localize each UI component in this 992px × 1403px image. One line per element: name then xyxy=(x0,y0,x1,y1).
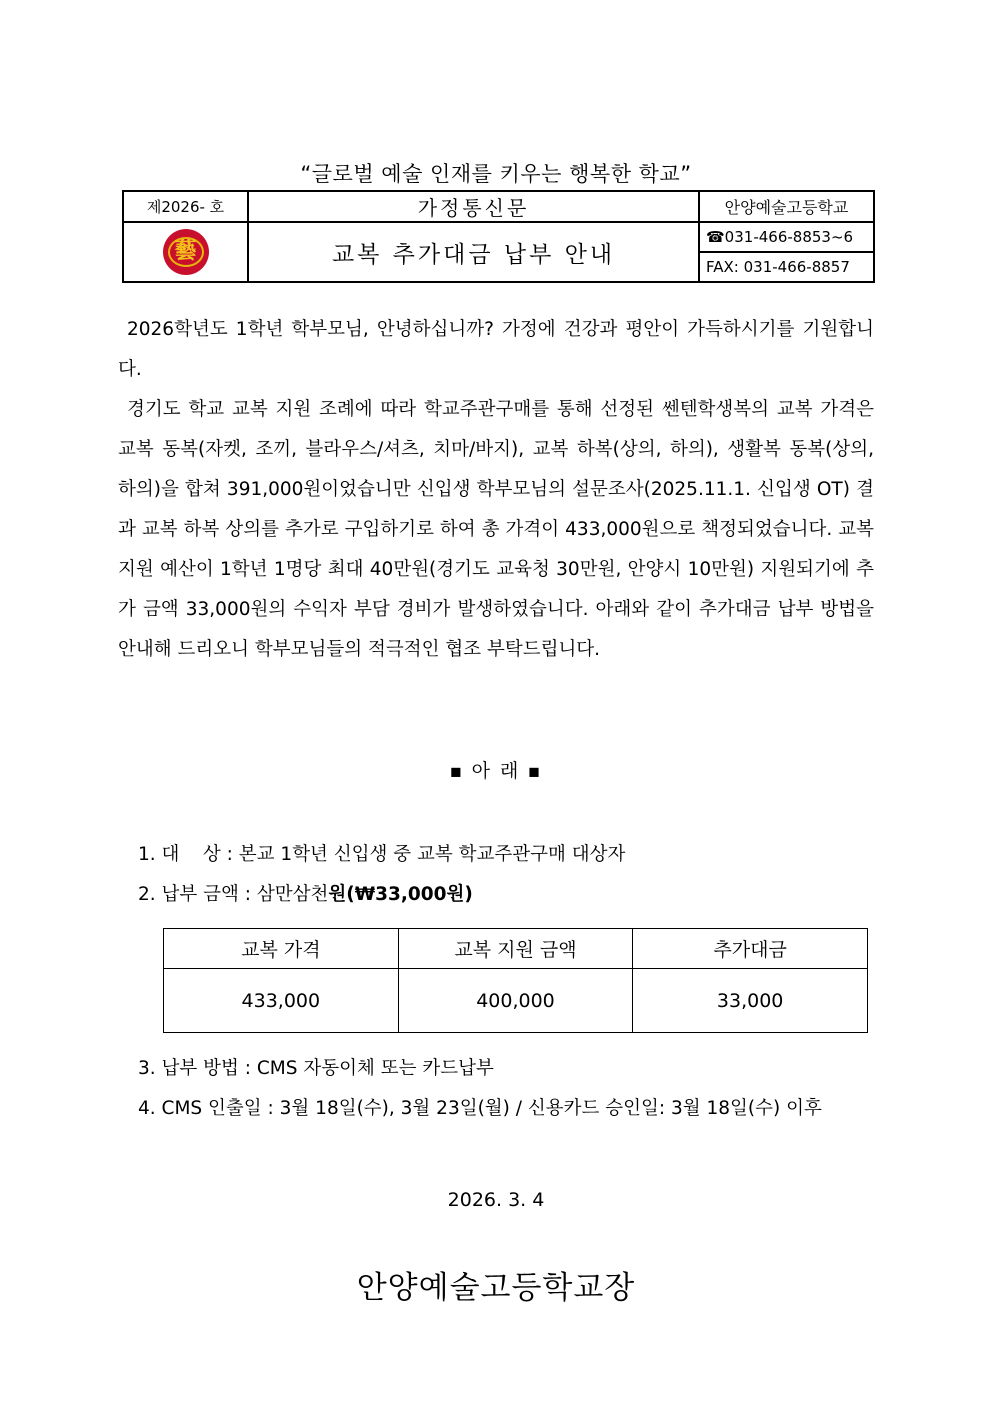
list-item-amount: 2. 납부 금액 : 삼만삼천원(₩33,000원) xyxy=(138,884,473,905)
logo-character: 藝 xyxy=(174,239,197,264)
amount-table xyxy=(163,928,868,1033)
document-number: 제2026- 호 xyxy=(123,191,248,222)
school-logo-icon xyxy=(163,229,209,275)
table-header-price: 교복 가격 xyxy=(164,929,399,969)
square-bullet-icon: ■ xyxy=(528,764,542,779)
logo-cell xyxy=(123,222,248,282)
issue-date: 2026. 3. 4 xyxy=(447,1189,545,1211)
letter-body xyxy=(118,310,874,670)
list-item-withdrawal-date: 4. CMS 인출일 : 3월 18일(수), 3월 23일(월) / 신용카드 승인일: 3월 18일(수) 이후 xyxy=(138,1098,822,1119)
phone-number: ☎031-466-8853~6 xyxy=(699,222,874,252)
principal-signature: 안양예술고등학교장 xyxy=(356,1270,636,1306)
school-name: 안양예술고등학교 xyxy=(699,191,874,222)
table-cell-additional: 33,000 xyxy=(633,969,868,1033)
list-item-method: 3. 납부 방법 : CMS 자동이체 또는 카드납부 xyxy=(138,1058,494,1079)
letterhead-table xyxy=(122,190,875,283)
document-subject: 교복 추가대금 납부 안내 xyxy=(248,222,699,282)
notice-heading: ■ 아 래 ■ xyxy=(450,760,542,782)
square-bullet-icon: ■ xyxy=(450,764,464,779)
table-cell-support: 400,000 xyxy=(398,969,633,1033)
list-item-target: 1. 대 상 : 본교 1학년 신입생 중 교복 학교주관구매 대상자 xyxy=(138,844,626,865)
fax-number: FAX: 031-466-8857 xyxy=(699,252,874,282)
main-paragraph: 경기도 학교 교복 지원 조례에 따라 학교주관구매를 통해 선정된 쎈텐학생복의 교복 가격은 교복 동복(자켓, 조끼, 블라우스/셔츠, 치마/바지), 교복 하복(상의, 하의), 생활복 동복(상의, 하의)을 합쳐 391,000원이었습니만 신입생 학부모님의 설문조사(2025.11.1. 신입생 OT) 결과 교복 하복 상의를 추가로 구입하기로 하여 총 가격이 433,000원으로 책정되었습니다. 교복 지원 예산이 1학년 1명당 최대 40만원(경기도 교육청 30만원, 안양시 10만원) 지원되기에 추가 금액 33,000원의 수익자 부담 경비가 발생하였습니다. 아래와 같이 추가대금 납부 방법을 안내해 드리오니 학부모님들의 적극적인 협조 부탁드립니다. xyxy=(118,399,874,660)
table-header-additional: 추가대금 xyxy=(633,929,868,969)
greeting-paragraph: 2026학년도 1학년 학부모님, 안녕하십니까? 가정에 건강과 평안이 가득하시기를 기원합니다. xyxy=(118,319,874,380)
table-cell-price: 433,000 xyxy=(164,969,399,1033)
school-slogan: “글로벌 예술 인재를 키우는 행복한 학교” xyxy=(300,162,692,186)
document-type: 가정통신문 xyxy=(248,191,699,222)
table-header-support: 교복 지원 금액 xyxy=(398,929,633,969)
